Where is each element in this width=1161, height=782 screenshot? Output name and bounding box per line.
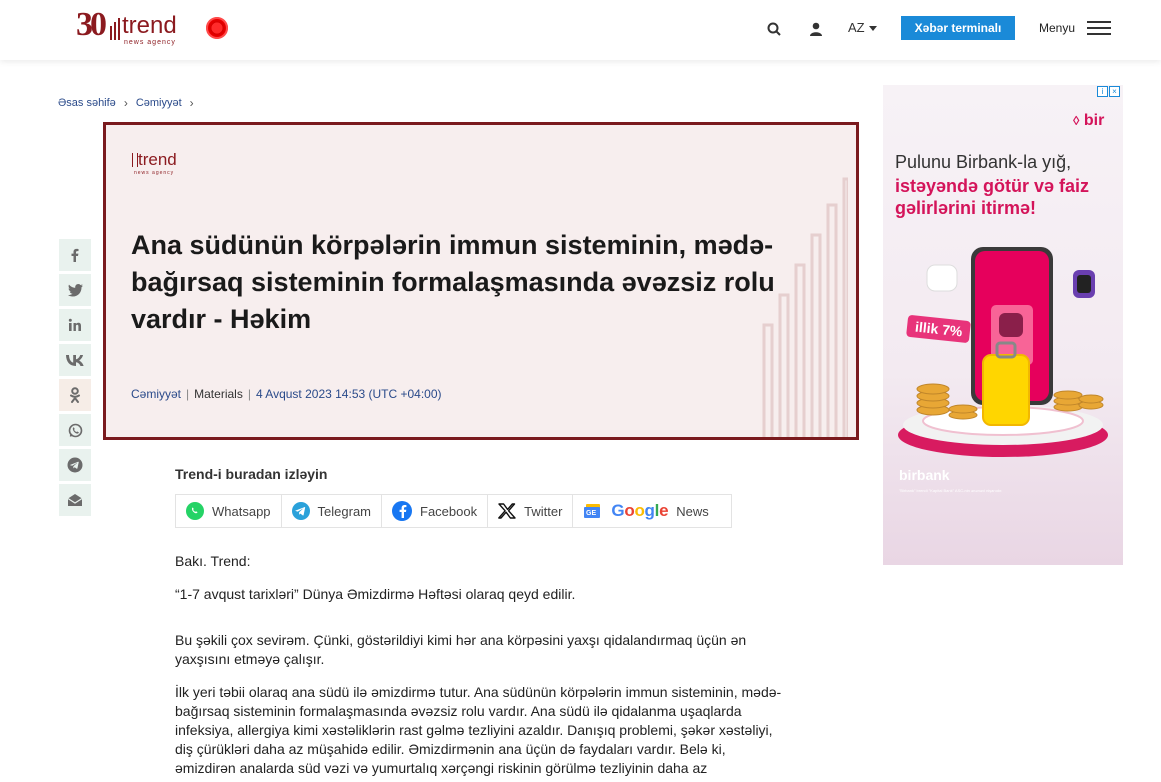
- google-news-icon: [583, 503, 603, 519]
- language-selector[interactable]: [848, 20, 877, 35]
- follow-twitter-label: Twitter: [524, 503, 563, 519]
- user-icon[interactable]: [807, 20, 825, 38]
- email-icon[interactable]: [59, 484, 91, 516]
- follow-telegram-label: Telegram: [317, 503, 372, 519]
- svg-text:GE: GE: [586, 510, 597, 517]
- article-paragraph: “1-7 avqust tarixləri” Dünya Əmizdirmə Həftəsi olaraq qeyd edilir.: [175, 586, 576, 602]
- hero-logo-tagline: news agency: [134, 170, 175, 176]
- language-code: AZ: [848, 20, 865, 35]
- share-sidebar: [59, 239, 91, 519]
- ad-subheadline: istəyəndə götür və faiz gəlirlərini itirmə!: [895, 176, 1090, 218]
- telegram-icon[interactable]: [59, 449, 91, 481]
- meta-separator: |: [247, 387, 251, 401]
- article-date: 4 Avqust 2023 14:53 (UTC +04:00): [255, 387, 442, 401]
- trend-logo[interactable]: [76, 8, 182, 50]
- whatsapp-icon: [186, 502, 204, 520]
- meta-separator: |: [186, 387, 190, 401]
- google-wordmark: Google: [611, 501, 669, 520]
- logo-tagline: news agency: [124, 39, 176, 46]
- follow-twitter-button[interactable]: [488, 495, 573, 527]
- linkedin-icon[interactable]: [59, 309, 91, 341]
- article-meta: [131, 387, 442, 401]
- follow-telegram-button[interactable]: [282, 495, 382, 527]
- article-paragraph: Bakı. Trend:: [175, 553, 251, 569]
- article-title: Ana südünün körpələrin immun sisteminin, mədə-bağırsaq sisteminin formalaşmasında əvəzsiz rolu vardır - Həkim: [131, 230, 775, 334]
- ad-bir-label: bir: [1083, 112, 1105, 129]
- ad-fine-print: "Birbank" brendi "Kapital Bank" ASC-nin ənənəvi nişanıdır.: [899, 488, 1003, 493]
- odnoklassniki-icon[interactable]: [59, 379, 91, 411]
- follow-google-news-button[interactable]: [573, 495, 718, 527]
- article-body: [175, 552, 787, 782]
- hero-trend-logo: [132, 150, 192, 176]
- chevron-right-icon: ›: [189, 96, 194, 110]
- facebook-icon[interactable]: [59, 239, 91, 271]
- telegram-icon: [292, 502, 310, 520]
- menu-label[interactable]: Menyu: [1039, 21, 1076, 35]
- chevron-right-icon: ›: [123, 96, 128, 110]
- hero-logo-word: trend: [138, 150, 177, 169]
- hamburger-menu-icon[interactable]: [1087, 20, 1111, 36]
- article-paragraph: İlk yeri təbii olaraq ana südü ilə əmizdirmə tutur. Ana südünün körpələrin immun sisteminin, mədə-bağırsaq sisteminin formalaşmasında əvəzsiz rolu vardır. Ana südü ilə qidalanma uşaqlarda infeksiya, allergiya kimi xəstəliklərin rast gəlmə tezliyini azaldır. Danışıq problemi, şəkər xəstəliyi, diş çürükləri daha az müşahidə edilir. Əmizdirmənin ana üçün də faydaları vardır. Belə ki, əmizdirən analarda süd vəzi və yumurtalıq xərçəngi riskinin görülmə tezliyinin daha az: [175, 684, 782, 776]
- x-icon: [498, 503, 516, 519]
- breadcrumb-home[interactable]: Əsas səhifə: [58, 97, 116, 109]
- follow-whatsapp-label: Whatsapp: [212, 503, 271, 519]
- top-header: [0, 0, 1161, 60]
- follow-whatsapp-button[interactable]: [176, 495, 282, 527]
- vk-icon[interactable]: [59, 344, 91, 376]
- whatsapp-icon[interactable]: [59, 414, 91, 446]
- ad-brand-logo: birbank: [899, 467, 950, 483]
- article-paragraph: Bu şəkili çox sevirəm. Çünki, göstərildiyi kimi hər ana körpəsini yaxşı qidalandırmaq üçün ən yaxşısını etməyə çalışır.: [175, 632, 747, 667]
- twitter-icon[interactable]: [59, 274, 91, 306]
- article-category-link[interactable]: Cəmiyyət: [131, 387, 182, 401]
- follow-facebook-label: Facebook: [420, 503, 478, 519]
- facebook-icon: [392, 501, 412, 521]
- logo-bars-icon: [110, 18, 122, 40]
- chevron-down-icon: [869, 26, 877, 31]
- follow-title: Trend-i buradan izləyin: [175, 466, 328, 482]
- ad-headline: Pulunu Birbank-la yığ,: [895, 152, 1072, 172]
- breadcrumb-category[interactable]: Cəmiyyət: [135, 97, 182, 109]
- article-hero-card: [103, 122, 859, 440]
- birbank-advertisement[interactable]: [883, 85, 1123, 565]
- follow-news-label: News: [676, 503, 709, 519]
- ad-rate-badge: illik 7%: [906, 315, 971, 344]
- logo-anniversary-number: 30: [76, 6, 104, 43]
- search-icon[interactable]: [765, 20, 783, 38]
- ad-choices-icon[interactable]: i ×: [1097, 86, 1121, 98]
- follow-channels-bar: [175, 494, 732, 528]
- logo-word: trend: [122, 12, 177, 39]
- news-terminal-button[interactable]: Xəbər terminalı: [901, 16, 1015, 40]
- mourning-flower-icon: [206, 17, 228, 39]
- ad-bir-logo: ◊ bir: [1073, 112, 1105, 129]
- article-type: Materials: [194, 387, 243, 401]
- breadcrumb: [58, 96, 194, 110]
- ad-phone-illustration: [883, 235, 1123, 465]
- follow-facebook-button[interactable]: [382, 495, 488, 527]
